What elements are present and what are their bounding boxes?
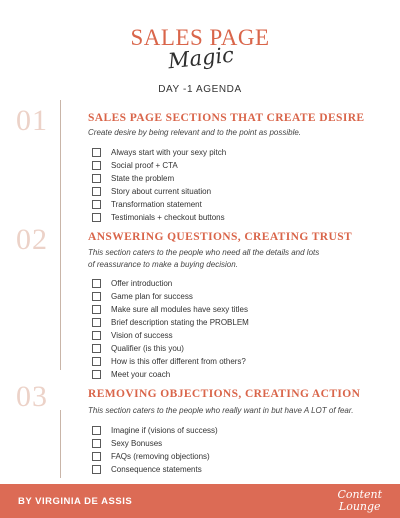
checklist-item-label: Story about current situation (111, 186, 212, 196)
checkbox[interactable] (92, 174, 101, 183)
section-description: This section caters to the people who need all the details and lots of reassurance to make a buying decision. (88, 248, 320, 269)
logo-line-1: Content (337, 488, 382, 501)
checklist-item[interactable] (92, 329, 173, 341)
checklist-item[interactable] (92, 159, 178, 171)
checkbox[interactable] (92, 318, 101, 327)
checklist-item-label: Brief description stating the PROBLEM (111, 317, 249, 327)
checklist-item-label: Testimonials + checkout buttons (111, 212, 225, 222)
checkbox[interactable] (92, 426, 101, 435)
checklist-item-label: State the problem (111, 173, 175, 183)
checklist-item-label: Meet your coach (111, 369, 171, 379)
checkbox[interactable] (92, 357, 101, 366)
checklist-item-label: Game plan for success (111, 291, 193, 301)
checklist-item[interactable] (92, 437, 162, 449)
checkbox[interactable] (92, 292, 101, 301)
page-subtitle: DAY -1 AGENDA (158, 84, 242, 95)
checkbox[interactable] (92, 452, 101, 461)
checklist-item-label: Offer introduction (111, 278, 173, 288)
checkbox[interactable] (92, 331, 101, 340)
section-description: Create desire by being relevant and to the point as possible. (88, 128, 302, 137)
checklist-item[interactable] (92, 172, 174, 184)
checklist-item-label: Sexy Bonuses (111, 438, 163, 448)
checklist-item-label: How is this offer different from others? (111, 356, 246, 366)
checklist-item[interactable] (92, 277, 172, 289)
checklist-item[interactable] (92, 450, 210, 462)
checkbox[interactable] (92, 279, 101, 288)
checkbox[interactable] (92, 439, 101, 448)
content-lounge-logo (337, 489, 382, 513)
checklist-item[interactable] (92, 463, 202, 475)
checkbox[interactable] (92, 465, 101, 474)
footer-author: BY VIRGINIA DE ASSIS (18, 496, 133, 507)
checklist-item[interactable] (92, 368, 170, 380)
checklist-item[interactable] (92, 185, 211, 197)
checkbox[interactable] (92, 200, 101, 209)
section-title: REMOVING OBJECTIONS, CREATING ACTION (88, 388, 361, 400)
page-header (0, 25, 400, 74)
checkbox[interactable] (92, 213, 101, 222)
checklist-item[interactable] (92, 146, 226, 158)
checkbox[interactable] (92, 148, 101, 157)
checklist-item[interactable] (92, 316, 249, 328)
section-divider-line (60, 410, 61, 478)
checklist-item-label: Social proof + CTA (111, 160, 178, 170)
checkbox[interactable] (92, 344, 101, 353)
checklist-item-label: FAQs (removing objections) (111, 451, 210, 461)
section-number: 01 (16, 104, 48, 137)
checklist-item-label: Qualifier (is this you) (111, 343, 184, 353)
checkbox[interactable] (92, 370, 101, 379)
checklist-item-label: Imagine if (visions of success) (111, 425, 218, 435)
checkbox[interactable] (92, 305, 101, 314)
checklist-item-label: Consequence statements (111, 464, 202, 474)
section-divider-line (60, 100, 61, 370)
checklist-item[interactable] (92, 198, 202, 210)
checklist-item-label: Vision of success (111, 330, 173, 340)
checklist-item[interactable] (92, 211, 225, 223)
footer-bar (0, 484, 400, 518)
section-title: ANSWERING QUESTIONS, CREATING TRUST (88, 231, 353, 243)
checkbox[interactable] (92, 161, 101, 170)
page-title: SALES PAGE (130, 25, 270, 50)
logo-line-2: Lounge (338, 500, 381, 513)
checklist-item[interactable] (92, 424, 218, 436)
section-number: 02 (16, 223, 48, 256)
checklist-item-label: Transformation statement (111, 199, 202, 209)
checklist-item[interactable] (92, 303, 248, 315)
section-title: SALES PAGE SECTIONS THAT CREATE DESIRE (88, 112, 365, 124)
checklist-item[interactable] (92, 290, 193, 302)
checklist-item-label: Make sure all modules have sexy titles (111, 304, 248, 314)
section-description: This section caters to the people who really want in but have A LOT of fear. (88, 406, 354, 415)
page-title-script: Magic (166, 42, 236, 74)
section-number: 03 (16, 380, 48, 413)
checklist-item-label: Always start with your sexy pitch (111, 147, 227, 157)
checklist-item[interactable] (92, 342, 184, 354)
checkbox[interactable] (92, 187, 101, 196)
checklist-item[interactable] (92, 355, 246, 367)
